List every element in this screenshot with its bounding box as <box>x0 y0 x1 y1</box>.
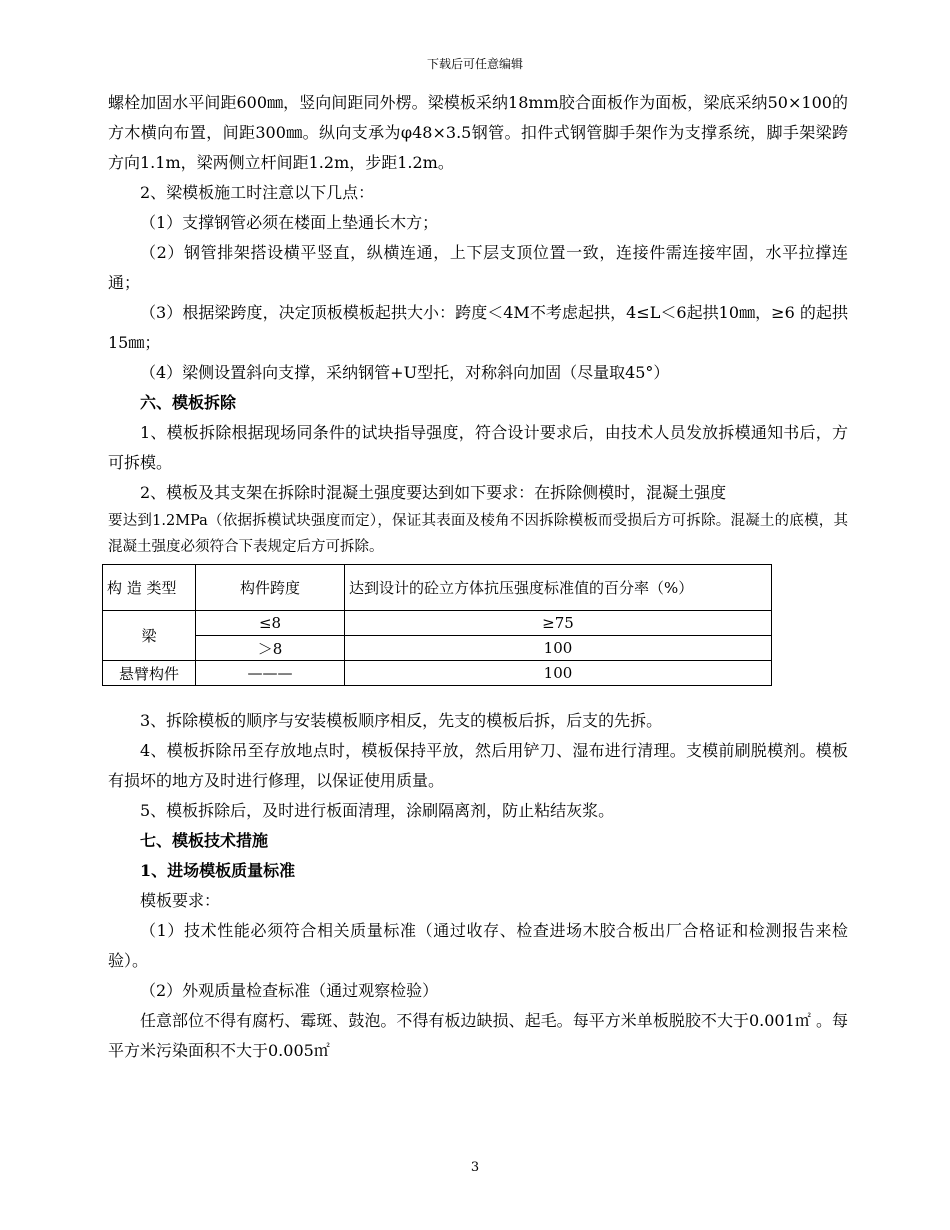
paragraph: 模板要求： <box>140 891 221 910</box>
paragraph: （2）钢管排架搭设横平竖直，纵横连通，上下层支顶位置一致，连接件需连接牢固，水平拉撑连通； <box>108 243 848 292</box>
paragraph: （4）梁侧设置斜向支撑，采纳钢管+U型托，对称斜向加固（尽量取45°） <box>140 363 670 382</box>
paragraph: 3、拆除模板的顺序与安装模板顺序相反，先支的模板后拆，后支的先拆。 <box>140 711 663 730</box>
section-heading: 六、模板拆除 <box>140 393 237 412</box>
paragraph: 4、模板拆除吊至存放地点时，模板保持平放，然后用铲刀、湿布进行清理。支模前刷脱模剂。模板有损坏的地方及时进行修理，以保证使用质量。 <box>108 741 848 790</box>
table-cell: 100 <box>345 636 772 661</box>
paragraph: 2、梁模板施工时注意以下几点： <box>140 183 375 202</box>
paragraph: （1）技术性能必须符合相关质量标准（通过收存、检查进场木胶合板出厂合格证和检测报告来检验）。 <box>108 921 848 970</box>
section-heading: 七、模板技术措施 <box>140 831 269 850</box>
text-run: 。每平方米污染面积不大于0.005㎡ <box>108 1011 848 1060</box>
text-run: 任意部位不得有腐朽、霉斑、鼓泡。不得有板边缺损、起毛。每平方米单板脱胶不大于0.001㎡ <box>140 1011 811 1030</box>
paragraph: （3）根据梁跨度，决定顶板模板起拱大小：跨度＜4M不考虑起拱，4≤L＜6起拱10㎜，≥6 的起拱15㎜； <box>108 303 848 352</box>
subsection-heading: 1、进场模板质量标准 <box>140 861 296 880</box>
paragraph <box>108 1006 848 1066</box>
document-body <box>108 88 848 1066</box>
table-cell: ——— <box>196 661 345 686</box>
table-cell: ≥75 <box>345 611 772 636</box>
table-cell: 梁 <box>103 611 196 661</box>
paragraph: 5、模板拆除后，及时进行板面清理，涂刷隔离剂，防止粘结灰浆。 <box>140 801 615 820</box>
page-number: 3 <box>470 1160 480 1175</box>
paragraph: （1）支撑钢管必须在楼面上垫通长木方； <box>140 213 439 232</box>
table-cell: ≤8 <box>196 611 345 636</box>
table-header-cell: 构件跨度 <box>196 565 345 611</box>
paragraph: 要达到1.2MPa（依据拆模试块强度而定），保证其表面及棱角不因拆除模板而受损后方可拆除。混凝土的底模，其混凝土强度必须符合下表规定后方可拆除。 <box>108 513 848 555</box>
paragraph: 1、模板拆除根据现场同条件的试块指导强度，符合设计要求后，由技术人员发放拆模通知书后，方可拆模。 <box>108 423 848 472</box>
paragraph: （2）外观质量检查标准（通过观察检验） <box>140 981 439 1000</box>
page-header: 下载后可任意编辑 <box>426 57 523 71</box>
paragraph: 2、模板及其支架在拆除时混凝土强度要达到如下要求：在拆除侧模时，混凝土强度 <box>140 483 727 502</box>
table-header-cell: 构 造 类型 <box>103 565 196 611</box>
paragraph: 螺栓加固水平间距600㎜，竖向间距同外楞。梁模板采纳18mm胶合面板作为面板，梁底采纳50×100的方木横向布置，间距300㎜。纵向支承为φ48×3.5钢管。扣件式钢管脚手架作为支撑系统，脚手架梁跨方向1.1m，梁两侧立杆间距1.2m，步距1.2m。 <box>108 93 848 172</box>
table-header-cell: 达到设计的砼立方体抗压强度标准值的百分率（%） <box>345 565 772 611</box>
table-cell: 悬臂构件 <box>103 661 196 686</box>
demolition-strength-table <box>102 564 772 686</box>
table-cell: ＞8 <box>196 636 345 661</box>
table-cell: 100 <box>345 661 772 686</box>
